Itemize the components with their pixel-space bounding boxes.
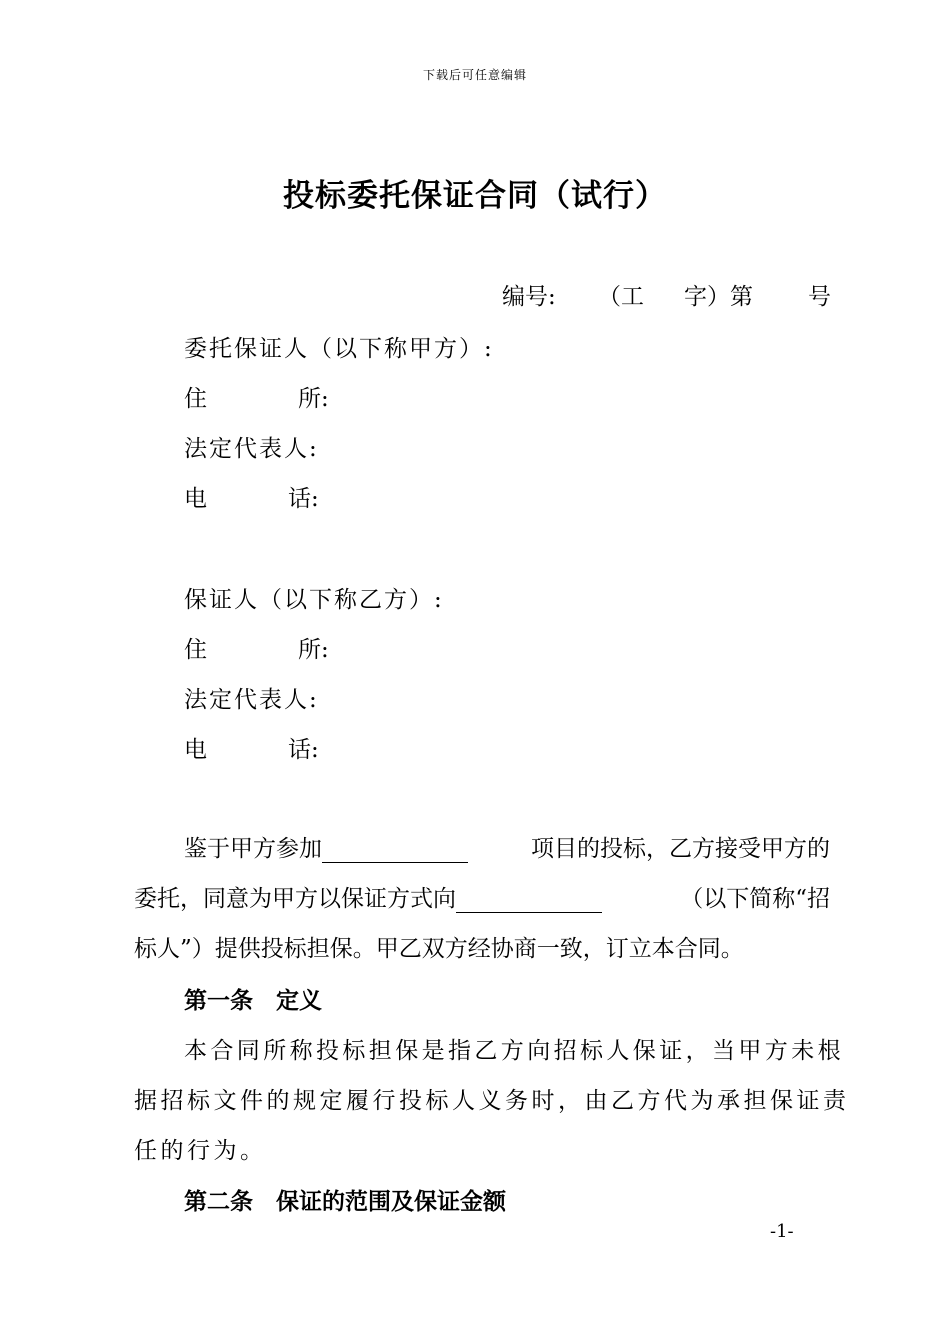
- preamble-text-1b: 项目的投标，乙方接受甲方的: [531, 836, 830, 862]
- preamble-line-3: [134, 930, 830, 966]
- party-a-heading: 委托保证人（以下称甲方）:: [184, 336, 494, 362]
- party-b-phone-char1: 电: [184, 737, 207, 763]
- party-b-address-char1: 住: [184, 637, 207, 663]
- party-a-phone-char2: 话:: [288, 486, 319, 512]
- document-title: 投标委托保证合同（试行）: [283, 178, 667, 214]
- article-1-heading: 第一条 定义: [184, 988, 322, 1014]
- preamble-line-2: [134, 880, 830, 916]
- page-number: -1-: [770, 1221, 794, 1242]
- number-zi: 字）第: [684, 284, 753, 310]
- header-note: 下载后可任意编辑: [422, 68, 527, 82]
- number-label: 编号:: [502, 284, 556, 310]
- party-b-address: [184, 631, 344, 663]
- preamble-text-2b: （以下简称“招: [680, 886, 830, 912]
- preamble-text-2a: 委托，同意为甲方以保证方式向: [134, 886, 456, 912]
- party-a-address-char1: 住: [184, 386, 207, 412]
- number-hao: 号: [808, 284, 831, 310]
- preamble-text-3: 标人”）提供投标担保。甲乙双方经协商一致，订立本合同。: [134, 936, 744, 962]
- party-a-address-char2: 所:: [298, 386, 329, 412]
- article-1-line-3: [134, 1132, 830, 1168]
- party-b-address-char2: 所:: [298, 637, 329, 663]
- number-open: （工: [598, 284, 644, 310]
- party-b-heading: 保证人（以下称乙方）:: [184, 587, 444, 613]
- article-1-text-3: 任的行为。: [134, 1138, 267, 1164]
- tenderer-name-blank: [456, 888, 602, 913]
- article-1-line-1: [184, 1032, 844, 1068]
- party-b-phone: [184, 731, 344, 763]
- article-1-text-2: 据招标文件的规定履行投标人义务时，由乙方代为承担保证责: [134, 1088, 850, 1114]
- article-1-text-1: 本合同所称投标担保是指乙方向招标人保证，当甲方未根: [184, 1038, 844, 1064]
- article-2-heading: 第二条 保证的范围及保证金额: [184, 1189, 506, 1215]
- party-a-phone-char1: 电: [184, 486, 207, 512]
- project-name-blank: [322, 838, 468, 863]
- party-b-phone-char2: 话:: [288, 737, 319, 763]
- party-a-representative: 法定代表人:: [184, 436, 319, 462]
- preamble-text-1a: 鉴于甲方参加: [184, 836, 322, 862]
- contract-number-line: [502, 278, 832, 310]
- party-a-address: [184, 380, 344, 412]
- party-a-phone: [184, 480, 344, 512]
- article-1-line-2: [134, 1082, 850, 1118]
- preamble-line-1: [184, 830, 830, 866]
- party-b-representative: 法定代表人:: [184, 687, 319, 713]
